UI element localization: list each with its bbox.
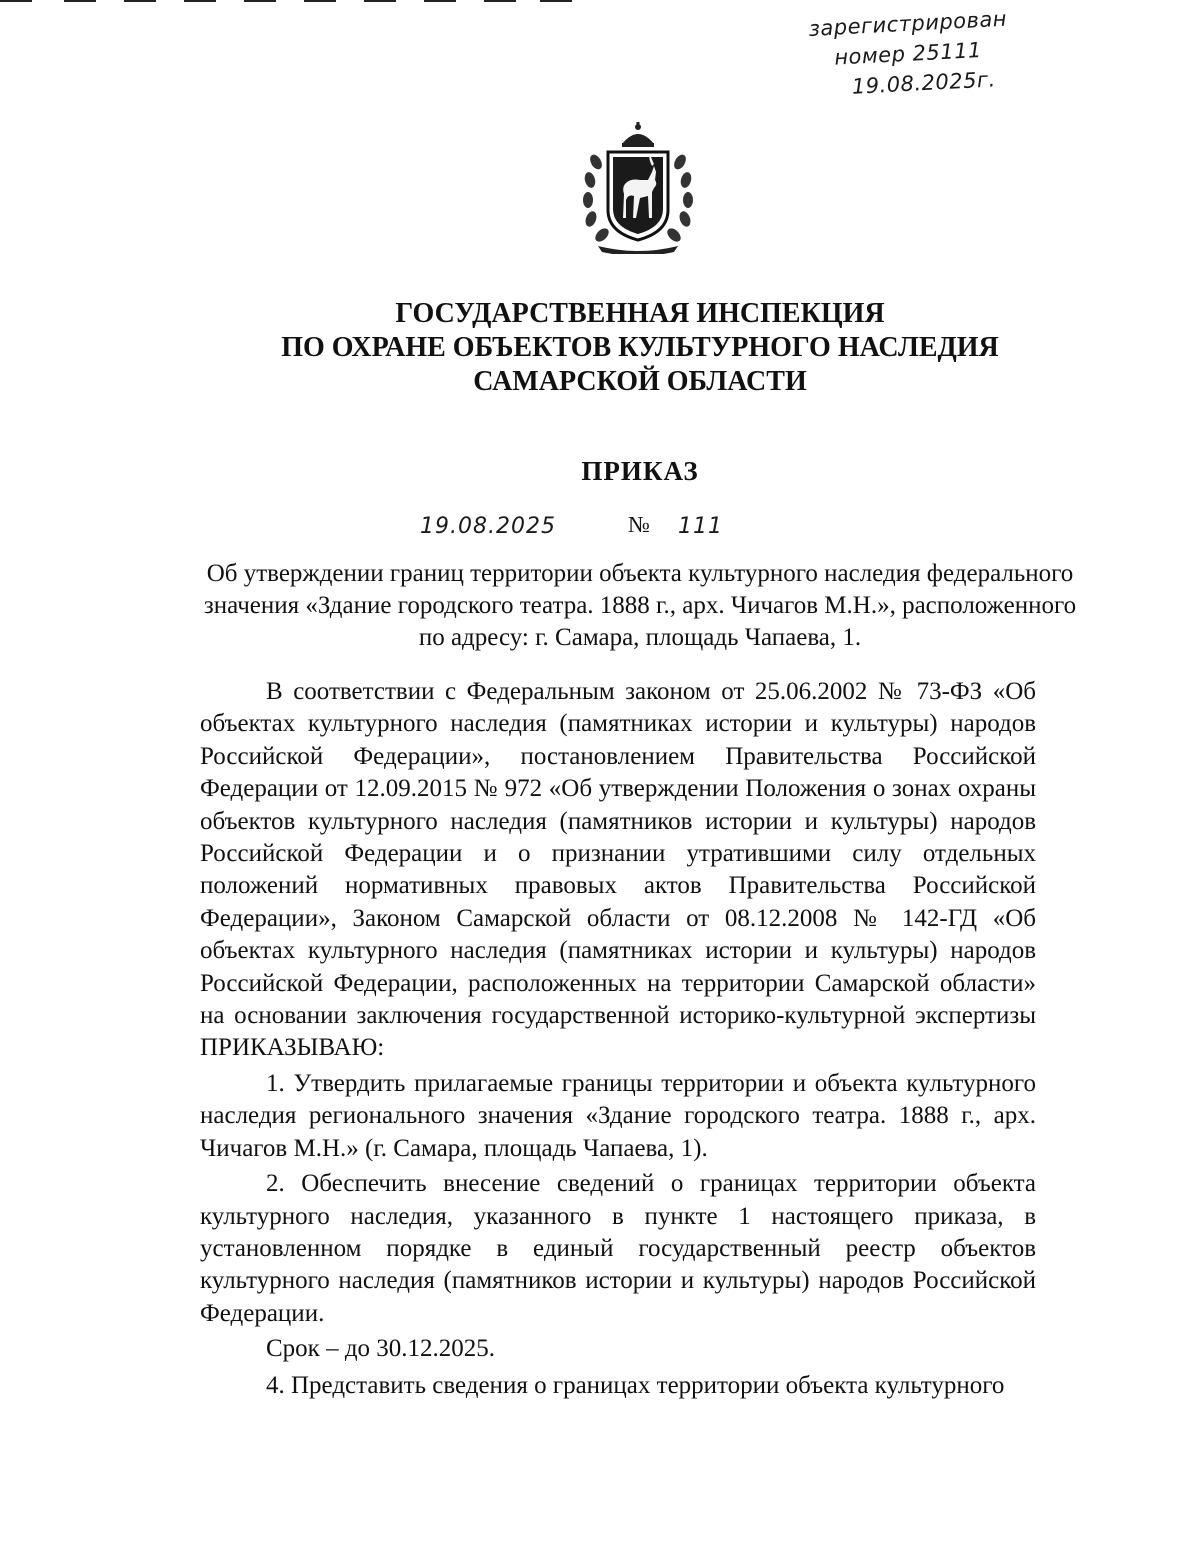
clause-paragraph: 4. Представить сведения о границах территории объекта культурного (266, 1371, 1005, 1399)
order-subject: Об утверждении границ территории объекта культурного наследия федерального значения «Здание городского театра. 1888 г., арх. Чичагов М.Н.», расположенного по адресу: г. Самара, площадь Чапаева, 1. (203, 560, 1077, 651)
document-type-title: ПРИКАЗ (581, 456, 699, 486)
number-sign: № (628, 512, 650, 537)
ribbon-icon (598, 246, 678, 254)
handwritten-number: 111 (678, 514, 723, 539)
agency-header-line: ПО ОХРАНЕ ОБЪЕКТОВ КУЛЬТУРНОГО НАСЛЕДИЯ (281, 332, 999, 363)
preamble-paragraph: В соответствии с Федеральным законом от 25.06.2002 № 73-ФЗ «Об объектах культурного наследия (памятниках истории и культуры) народов Российской Федерации», постановлением Правительства Российской Федерации от 12.09.2015 № 972 «Об утверждении Положения о зонах охраны объектов культурного наследия (памятников истории и культуры) народов Российской Федерации и о признании утратившими силу отдельных положений нормативных правовых актов Правительства Российской Федерации», Законом Самарской области от 08.12.2008 № 142-ГД «Об объектах культурного наследия (памятниках истории и культуры) народов Российской Федерации, расположенных на территории Самарской области» на основании заключения государственной историко-культурной экспертизы ПРИКАЗЫВАЮ: (200, 678, 1036, 1062)
agency-header (150, 297, 1130, 399)
registration-note-line: 19.08.2025г. (851, 67, 997, 99)
registration-note-line: номер 25111 (833, 37, 983, 70)
clause-paragraph: 1. Утвердить прилагаемые границы территории и объекта культурного наследия регионального значения «Здание городского театра. 1888 г., арх. Чичагов М.Н.» (г. Самара, площадь Чапаева, 1). (200, 1069, 1036, 1162)
samara-coat-of-arms-emblem (578, 122, 698, 254)
deadline-paragraph: Срок – до 30.12.2025. (266, 1335, 496, 1363)
scan-artifact-dashes (0, 0, 600, 10)
clause-paragraph: 2. Обеспечить внесение сведений о границах территории объекта культурного наследия, указанного в пункте 1 настоящего приказа, в установленном порядке в единый государственный реестр объектов культурного наследия (памятников истории и культуры) народов Российской Федерации. (200, 1170, 1036, 1327)
agency-header-line: ГОСУДАРСТВЕННАЯ ИНСПЕКЦИЯ (395, 298, 885, 329)
crown-icon (622, 122, 654, 147)
registration-handwritten-note (808, 0, 1132, 104)
date-number-line (420, 508, 820, 548)
handwritten-date: 19.08.2025 (420, 514, 556, 539)
order-body (200, 676, 1036, 1402)
agency-header-line: САМАРСКОЙ ОБЛАСТИ (473, 366, 807, 397)
registration-note-line: зарегистрирован (808, 6, 1008, 41)
